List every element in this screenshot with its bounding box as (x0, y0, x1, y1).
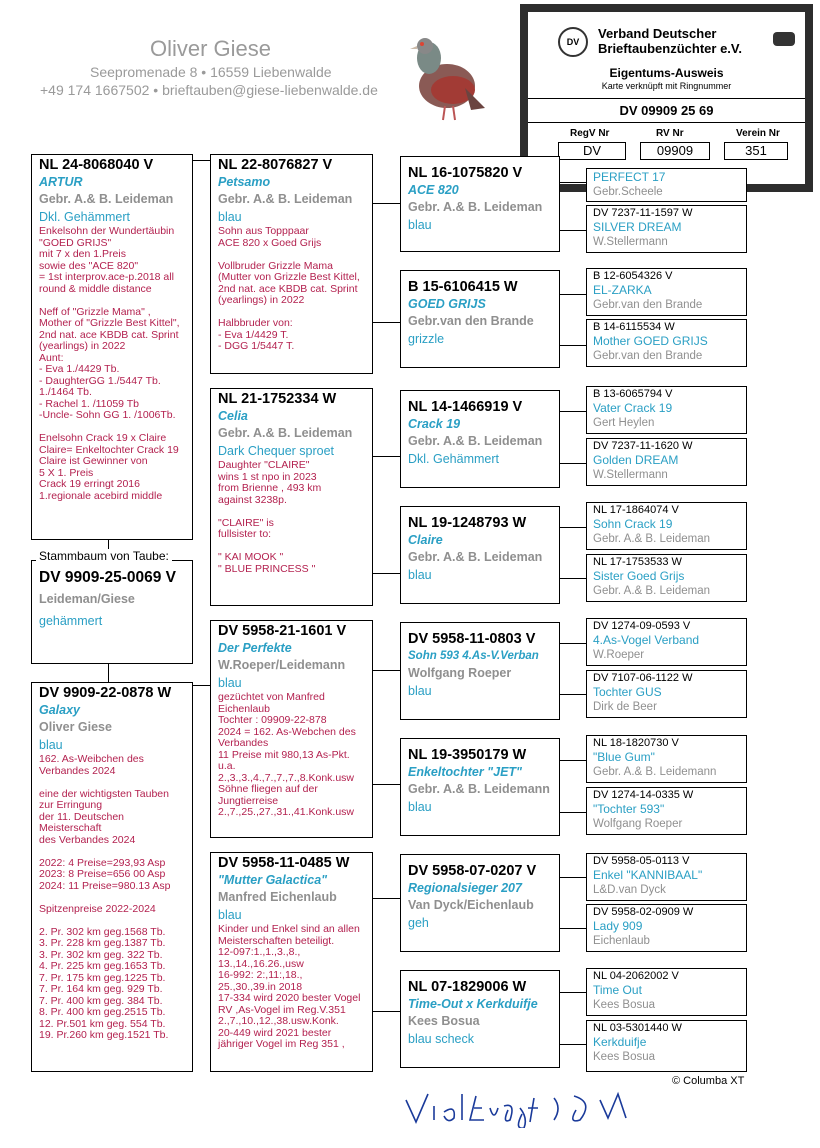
pigeon-breeder: Wolfgang Roeper (408, 666, 512, 680)
pigeon-name: Kerkduifje (593, 1035, 647, 1049)
ancestor-box-gen4 (586, 438, 747, 486)
pigeon-breeder: Gert Heylen (593, 417, 655, 429)
ancestor-box-gen4 (586, 787, 747, 835)
connector-line (560, 877, 586, 878)
ancestor-box-gen4 (586, 502, 747, 550)
pigeon-notes: gezüchtet von Manfred Eichenlaub Tochter : 09909-22-878 2024 = 162. As-Webchen des Verbandes 11 Preise mit 980,13 As-Pkt. u.a. 2.,3.,3.,4.,7.,7.,7.,8.Konk.usw Söhne fliegen auf der Jungtierreise 2.,7.,25.,27.,31.,41.Konk.usw (218, 691, 356, 818)
pigeon-ring: NL 17-1753533 W (593, 556, 682, 568)
pigeon-breeder: Gebr. A.& B. Leidemann (593, 766, 717, 778)
pigeon-color: blau (218, 676, 242, 690)
pigeon-breeder: Gebr.van den Brande (593, 299, 703, 311)
pigeon-ring: B 12-6054326 V (593, 270, 673, 282)
connector-line (560, 345, 586, 346)
pigeon-color: blau (408, 800, 432, 814)
connector-line (108, 664, 109, 682)
ancestor-box-gen3 (400, 622, 560, 720)
pigeon-name: GOED GRIJS (408, 297, 486, 311)
subject-box (31, 560, 193, 664)
pigeon-name: Mother GOED GRIJS (593, 334, 708, 348)
pigeon-breeder: W.Stellermann (593, 469, 668, 481)
connector-line (560, 760, 586, 761)
pigeon-breeder: Gebr. A.& B. Leideman (218, 192, 353, 206)
pigeon-breeder: Eichenlaub (593, 935, 650, 947)
ancestor-box-gen4 (586, 735, 747, 783)
pigeon-notes: Enkelsohn der Wundertäubin "GOED GRIJS" mit 7 x den 1.Preis sowie des "ACE 820" = 1st interprov.ace-p.2018 all round & middle distance Neff of "Grizzle Mama" , Mother of "Grizzle Best Kittel", 2nd nat. ace KBDB cat. Sprint (yearlings) in 2022 Aunt: - Eva 1./4429 Tb. - DaughterGG 1./5447 Tb. 1./1464 Tb. - Rachel 1. /11059 Tb -Uncle- Sohn GG 1. /1006Tb. Enelsohn Crack 19 x Claire Claire= Enkeltochter Crack 19 Claire ist Gewinner von 5 X 1. Preis Crack 19 erringt 2016 1.regionale acebird middle (39, 225, 180, 502)
pigeon-name: 4.As-Vogel Verband (593, 633, 700, 647)
owner-name: Oliver Giese (150, 36, 272, 61)
pigeon-name: Enkel "KANNIBAAL" (593, 868, 703, 882)
pigeon-ring: DV 5958-21-1601 V (218, 623, 347, 639)
pigeon-ring: B 14-6115534 W (593, 321, 675, 333)
pigeon-breeder: Gebr. A.& B. Leideman (593, 585, 710, 597)
pigeon-breeder: L&D.van Dyck (593, 884, 666, 896)
pigeon-ring: DV 7107-06-1122 W (593, 672, 693, 684)
pigeon-breeder: Gebr. A.& B. Leideman (408, 434, 543, 448)
card-org-line1: Verband Deutscher (598, 26, 717, 41)
ancestor-box-gen4 (586, 386, 747, 434)
pigeon-color: blau (408, 568, 432, 582)
connector-line (373, 456, 400, 457)
card-value-regv: DV (558, 142, 626, 160)
pigeon-ring: NL 19-1248793 W (408, 515, 527, 531)
ancestor-box-gen3 (400, 270, 560, 368)
ancestor-box-gen4 (586, 968, 747, 1016)
connector-line (373, 898, 400, 899)
pigeon-name: Regionalsieger 207 (408, 881, 522, 895)
pigeon-ring: DV 9909-22-0878 W (39, 685, 172, 701)
ancestor-box-gen4 (586, 618, 747, 666)
pigeon-breeder: W.Roeper (593, 649, 645, 661)
pigeon-color: grizzle (408, 332, 445, 346)
handwritten-signature (404, 1088, 644, 1128)
connector-line (560, 411, 586, 412)
pigeon-breeder: Gebr. A.& B. Leideman (218, 426, 353, 440)
dam-box (31, 682, 193, 1072)
connector-line (560, 812, 586, 813)
pigeon-breeder: Kees Bosua (408, 1014, 480, 1028)
pigeon-ring: NL 03-5301440 W (593, 1022, 682, 1034)
pigeon-breeder: Kees Bosua (593, 999, 656, 1011)
pigeon-name: "Mutter Galactica" (218, 873, 328, 887)
owner-contact: +49 174 1667502 • brieftauben@giese-liebenwalde.de (40, 82, 378, 98)
connector-line (373, 322, 400, 323)
pigeon-ring: NL 14-1466919 V (408, 399, 523, 415)
pigeon-breeder: Gebr.Scheele (593, 186, 663, 198)
card-org (598, 26, 742, 56)
card-subtitle: Karte verknüpft mit Ringnummer (601, 81, 732, 91)
pigeon-ring: DV 5958-11-0485 W (218, 855, 350, 871)
pigeon-name: Der Perfekte (218, 641, 292, 655)
ownership-card (520, 4, 813, 192)
pigeon-ring: DV 1274-09-0593 V (593, 620, 691, 632)
pigeon-name: Galaxy (39, 703, 81, 717)
ancestor-box-gen4 (586, 670, 747, 718)
pigeon-name: PERFECT 17 (593, 170, 666, 184)
connector-line (560, 1044, 586, 1045)
pigeon-name: Tochter GUS (593, 685, 662, 699)
pigeon-name: ARTUR (39, 175, 83, 189)
pigeon-color: blau (408, 684, 432, 698)
pigeon-name: SILVER DREAM (593, 220, 682, 234)
pigeon-breeder: Gebr. A.& B. Leideman (408, 200, 543, 214)
card-value-verein: 351 (724, 142, 788, 160)
ancestor-box-gen3 (400, 854, 560, 952)
connector-line (560, 643, 586, 644)
ancestor-box-gen4 (586, 1020, 747, 1072)
subject-color: gehämmert (39, 614, 103, 628)
pigeon-color: blau (39, 738, 63, 752)
pigeon-color: Dkl. Gehämmert (408, 452, 499, 466)
pigeon-ring: DV 7237-11-1620 W (593, 440, 693, 452)
connector-line (560, 928, 586, 929)
connector-line (373, 784, 400, 785)
card-org-line2: Brieftaubenzüchter e.V. (598, 41, 743, 56)
pigeon-name: "Blue Gum" (593, 750, 655, 764)
ancestor-box-gen4 (586, 853, 747, 901)
connector-line (373, 670, 400, 671)
pigeon-ring: NL 21-1752334 W (218, 391, 337, 407)
pigeon-color: Dkl. Gehämmert (39, 210, 130, 224)
ancestor-box-gen2 (210, 620, 373, 838)
pigeon-ring: DV 1274-14-0335 W (593, 789, 694, 801)
pigeon-breeder: Wolfgang Roeper (593, 818, 683, 830)
pigeon-color: blau scheck (408, 1032, 475, 1046)
ancestor-box-gen2 (210, 388, 373, 606)
pigeon-ring: DV 7237-11-1597 W (593, 207, 693, 219)
pigeon-breeder: Gebr. A.& B. Leidemann (408, 782, 550, 796)
pigeon-name: Sister Goed Grijs (593, 569, 685, 583)
pigeon-breeder: Oliver Giese (39, 720, 112, 734)
pigeon-name: Celia (218, 409, 248, 423)
pigeon-ring: NL 18-1820730 V (593, 737, 679, 749)
pigeon-ring: DV 5958-11-0803 V (408, 631, 536, 647)
sire-box (31, 154, 193, 540)
pigeon-name: Sohn Crack 19 (593, 517, 673, 531)
pigeon-ring: NL 17-1864074 V (593, 504, 679, 516)
owner-address: Seepromenade 8 • 16559 Liebenwalde (90, 64, 332, 80)
connector-line (560, 182, 586, 183)
ancestor-box-gen4 (586, 904, 747, 952)
subject-breeder: Leideman/Giese (39, 592, 135, 606)
connector-line (373, 1011, 400, 1012)
pigeon-name: Time-Out x Kerkduifje (408, 997, 538, 1011)
pigeon-ring: DV 5958-02-0909 W (593, 906, 694, 918)
connector-line (373, 573, 400, 574)
pigeon-ring: NL 04-2062002 V (593, 970, 679, 982)
ancestor-box-gen3 (400, 970, 560, 1068)
pigeon-color: geh (408, 916, 429, 930)
connector-line (560, 463, 586, 464)
pigeon-name: Sohn 593 4.As-V.Verban (408, 650, 539, 662)
pigeon-ring: DV 5958-07-0207 V (408, 863, 537, 879)
ancestor-box-gen3 (400, 738, 560, 836)
pigeon-breeder: Van Dyck/Eichenlaub (408, 898, 534, 912)
pigeon-breeder: Dirk de Beer (593, 701, 657, 713)
pigeon-name: Claire (408, 533, 443, 547)
pedigree-label: Stammbaum von Taube: (36, 549, 172, 563)
ancestor-box-gen2 (210, 154, 373, 374)
pigeon-breeder: Kees Bosua (593, 1051, 656, 1063)
copyright: © Columba XT (672, 1075, 745, 1087)
pigeon-ring: NL 24-8068040 V (39, 157, 154, 173)
card-header-rv: RV Nr (656, 128, 684, 139)
pigeon-name: Golden DREAM (593, 453, 679, 467)
ancestor-box-gen3 (400, 506, 560, 604)
pigeon-ring: NL 19-3950179 W (408, 747, 527, 763)
pigeon-name: Lady 909 (593, 919, 643, 933)
pigeon-name: Vater Crack 19 (593, 401, 673, 415)
ancestor-box-gen4 (586, 205, 747, 253)
pigeon-name: "Tochter 593" (593, 802, 665, 816)
ancestor-box-gen4 (586, 319, 747, 367)
subject-ring: DV 9909-25-0069 V (39, 569, 177, 586)
ancestor-box-gen3 (400, 390, 560, 488)
pigeon-name: Petsamo (218, 175, 271, 189)
pigeon-ring: NL 16-1075820 V (408, 165, 523, 181)
pigeon-breeder: Gebr. A.& B. Leideman (39, 192, 174, 206)
pigeon-notes: Kinder und Enkel sind an allen Meisterschaften beteiligt. 12-097:1.,1.,3.,8., 13.,14.,16.26.,usw 16-992: 2:,11:,18., 25.,30.,39.in 2018 17-334 wird 2020 bester Vogel RV ,As-Vogel im Reg.V.351 2.,7.,10.,12.,38.usw.Konk. 20-449 wird 2021 bester jähriger Vogel im Reg 351 , (218, 923, 361, 1050)
pigeon-color: Dark Chequer sproet (218, 444, 335, 458)
car-icon (773, 32, 795, 46)
pigeon-name: Enkeltochter "JET" (408, 765, 522, 779)
card-value-rv: 09909 (640, 142, 710, 160)
pigeon-breeder: Gebr.van den Brande (408, 314, 534, 328)
pigeon-color: blau (408, 218, 432, 232)
pigeon-color: blau (218, 210, 242, 224)
card-title: Eigentums-Ausweis (609, 66, 724, 80)
connector-line (560, 992, 586, 993)
card-header-regv: RegV Nr (570, 128, 610, 139)
ancestor-box-gen3 (400, 156, 560, 252)
pigeon-ring: B 13-6065794 V (593, 388, 673, 400)
dv-logo-icon: DV (558, 27, 588, 57)
ancestor-box-gen4 (586, 554, 747, 602)
pigeon-notes: Sohn aus Topppaar ACE 820 x Goed Grijs Vollbruder Grizzle Mama (Mutter von Grizzle Best Kittel, 2nd nat. ace KBDB cat. Sprint (yearlings) in 2022 Halbbruder von: - Eva 1/4429 T. - DGG 1/5447 T. (218, 225, 360, 352)
ancestor-box-gen4 (586, 268, 747, 316)
ancestor-box-gen2 (210, 852, 373, 1072)
ancestor-box-gen4 (586, 168, 747, 202)
pigeon-image (405, 28, 485, 123)
pigeon-notes: 162. As-Weibchen des Verbandes 2024 eine der wichtigsten Tauben zur Erringung der 11. Deutschen Meisterschaft des Verbandes 2024 2022: 4 Preise=293,93 Asp 2023: 8 Preise=656 00 Asp 2024: 11 Preise=980.13 Asp Spitzenpreise 2022-2024 2. Pr. 302 km geg.1568 Tb. 3. Pr. 228 km geg.1387 Tb. 3. Pr. 302 km geg. 322 Tb. 4. Pr. 225 km geg.1653 Tb. 7. Pr. 175 km geg.1225 Tb. 7. Pr. 164 km geg. 929 Tb. 7. Pr. 400 km geg. 384 Tb. 8. Pr. 400 km geg.2515 Tb. 12. Pr.501 km geg. 554 Tb. 19. Pr.260 km geg.1521 Tb. (39, 753, 171, 1041)
pigeon-breeder: W.Roeper/Leidemann (218, 658, 346, 672)
pigeon-ring: NL 22-8076827 V (218, 157, 333, 173)
pigeon-breeder: Gebr. A.& B. Leideman (593, 533, 710, 545)
pigeon-name: Time Out (593, 983, 642, 997)
connector-line (560, 230, 586, 231)
pigeon-name: ACE 820 (408, 183, 459, 197)
card-header-verein: Verein Nr (736, 128, 780, 139)
card-ring-number: DV 09909 25 69 (528, 98, 805, 123)
pigeon-ring: DV 5958-05-0113 V (593, 855, 690, 867)
pigeon-breeder: Gebr. A.& B. Leideman (408, 550, 543, 564)
pigeon-breeder: W.Stellermann (593, 236, 668, 248)
connector-line (193, 685, 210, 686)
pigeon-notes: Daughter "CLAIRE" wins 1 st npo in 2023 from Brienne , 493 km against 3238p. "CLAIRE" is fullsister to: " KAI MOOK " " BLUE PRINCESS " (218, 459, 322, 575)
connector-line (560, 694, 586, 695)
pigeon-breeder: Gebr.van den Brande (593, 350, 703, 362)
connector-line (560, 578, 586, 579)
pigeon-color: blau (218, 908, 242, 922)
pigeon-name: EL-ZARKA (593, 283, 652, 297)
pigeon-ring: NL 07-1829006 W (408, 979, 527, 995)
pigeon-breeder: Manfred Eichenlaub (218, 890, 337, 904)
pigeon-ring: B 15-6106415 W (408, 279, 518, 295)
pigeon-name: Crack 19 (408, 417, 461, 431)
connector-line (560, 527, 586, 528)
connector-line (193, 160, 210, 161)
connector-line (373, 203, 400, 204)
connector-line (560, 294, 586, 295)
